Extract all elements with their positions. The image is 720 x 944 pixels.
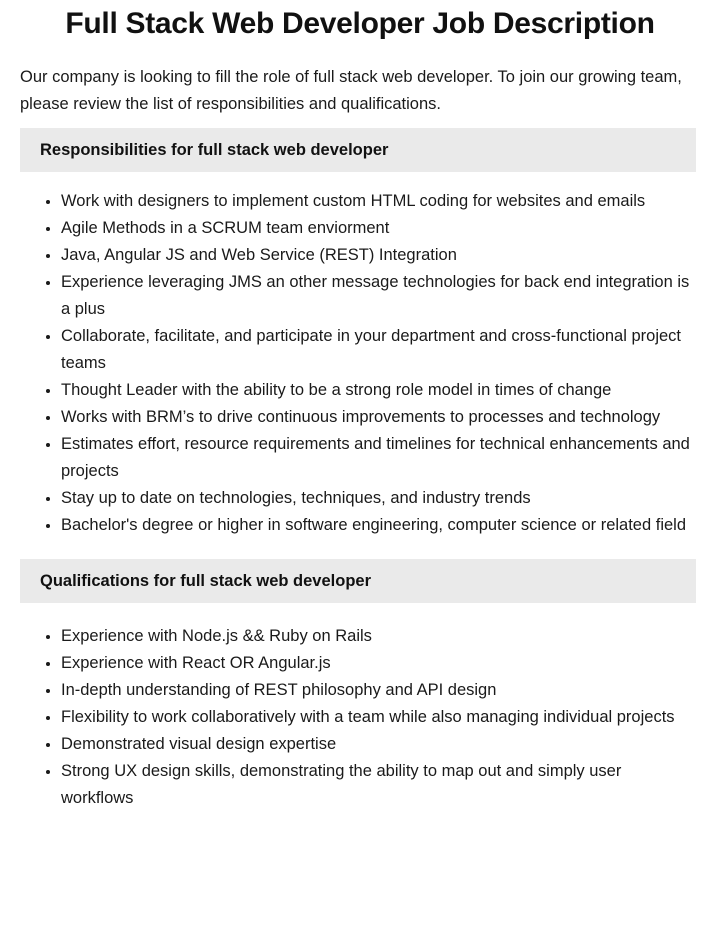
- list-item: • Flexibility to work collaboratively with a team while also managing individual projects: [61, 704, 696, 731]
- qualifications-list: [20, 623, 696, 812]
- list-item: • Java, Angular JS and Web Service (REST) Integration: [61, 242, 696, 269]
- list-item: • Stay up to date on technologies, techniques, and industry trends: [61, 485, 696, 512]
- list-item: • Strong UX design skills, demonstrating the ability to map out and simply user workflows: [61, 758, 696, 812]
- qualifications-heading: Qualifications for full stack web developer: [20, 559, 696, 603]
- list-item: • Demonstrated visual design expertise: [61, 731, 696, 758]
- list-item: • Bachelor's degree or higher in software engineering, computer science or related field: [61, 512, 696, 539]
- list-item: • Collaborate, facilitate, and participate in your department and cross-functional project teams: [61, 323, 696, 377]
- list-item: • In-depth understanding of REST philosophy and API design: [61, 677, 696, 704]
- responsibilities-list: [20, 188, 696, 539]
- list-item: • Estimates effort, resource requirements and timelines for technical enhancements and projects: [61, 431, 696, 485]
- intro-paragraph: Our company is looking to fill the role of full stack web developer. To join our growing team, please review the list of responsibilities and qualifications.: [20, 68, 682, 113]
- list-item: • Thought Leader with the ability to be a strong role model in times of change: [61, 377, 696, 404]
- responsibilities-heading: Responsibilities for full stack web developer: [20, 128, 696, 172]
- list-item: • Agile Methods in a SCRUM team enviorment: [61, 215, 696, 242]
- list-item: • Works with BRM’s to drive continuous improvements to processes and technology: [61, 404, 696, 431]
- list-item: • Experience with Node.js && Ruby on Rails: [61, 623, 696, 650]
- list-item: • Work with designers to implement custom HTML coding for websites and emails: [61, 188, 696, 215]
- qualifications-section: [0, 559, 720, 812]
- list-item: • Experience leveraging JMS an other message technologies for back end integration is a plus: [61, 269, 696, 323]
- page-title: Full Stack Web Developer Job Description: [65, 7, 655, 40]
- list-item: • Experience with React OR Angular.js: [61, 650, 696, 677]
- responsibilities-section: [0, 128, 720, 539]
